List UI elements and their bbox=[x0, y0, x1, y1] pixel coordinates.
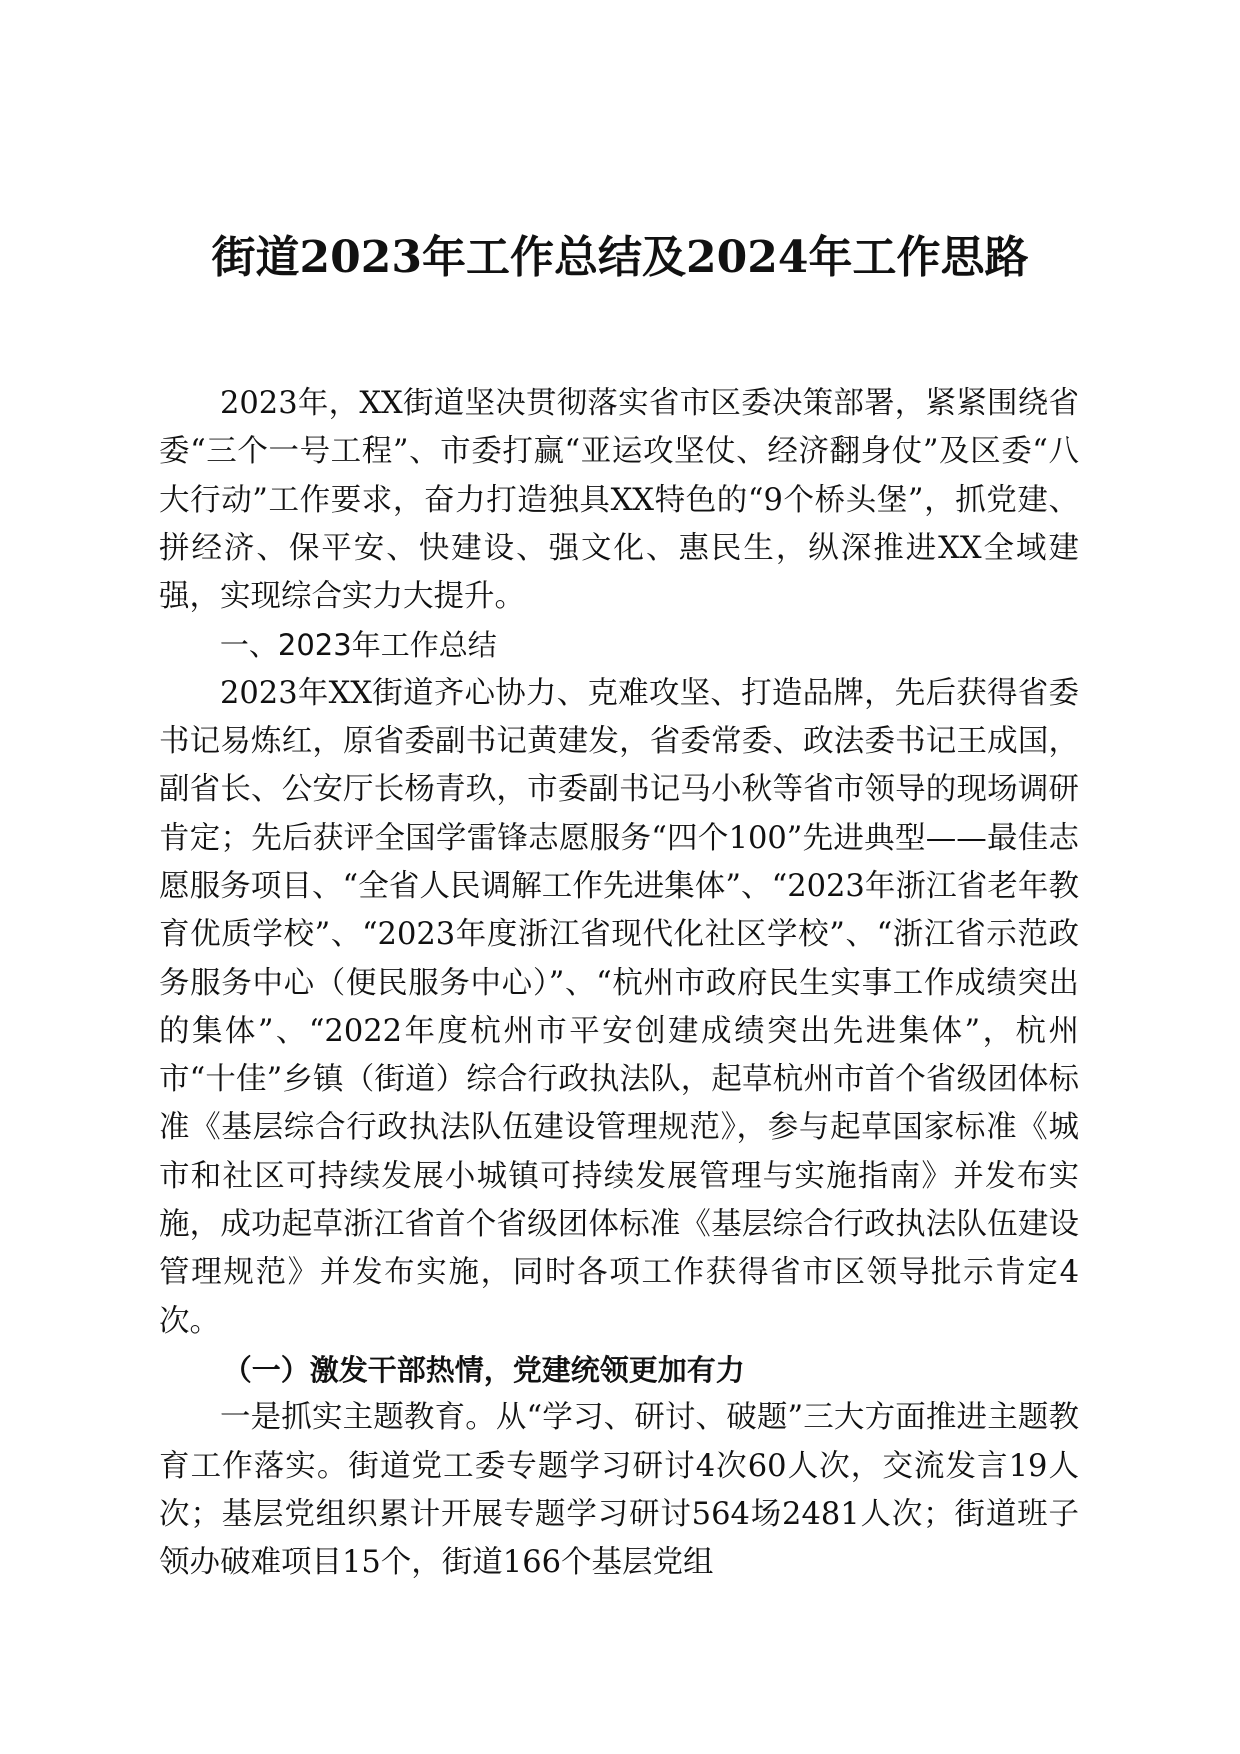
section-heading-summary: 一、2023年工作总结 bbox=[219, 628, 497, 663]
intro-paragraph: 2023年，XX街道坚决贯彻落实省市区委决策部署，紧紧围绕省委“三个一号工程”、市委打赢“亚运攻坚仗、经济翻身仗”及区委“八大行动”工作要求，奋力打造独具XX特色的“9个桥头堡”，抓党建、拼经济、保平安、快建设、强文化、惠民生，纵深推进XX全域建强，实现综合实力大提升。 bbox=[159, 386, 1079, 615]
party-building-paragraph: 一是抓实主题教育。从“学习、研讨、破题”三大方面推进主题教育工作落实。街道党工委专题学习研讨4次60人次，交流发言19人次；基层党组织累计开展专题学习研讨564场2481人次；街道班子领办破难项目15个，街道166个基层党组 bbox=[159, 1400, 1079, 1581]
document-title: 街道2023年工作总结及2024年工作思路 bbox=[211, 232, 1029, 283]
document-body bbox=[159, 380, 1079, 1587]
summary-paragraph: 2023年XX街道齐心协力、克难攻坚、打造品牌，先后获得省委书记易炼红，原省委副书记黄建发，省委常委、政法委书记王成国，副省长、公安厅长杨青玖，市委副书记马小秋等省市领导的现场调研肯定；先后获评全国学雷锋志愿服务“四个100”先进典型——最佳志愿服务项目、“全省人民调解工作先进集体”、“2023年浙江省老年教育优质学校”、“2023年度浙江省现代化社区学校”、“浙江省示范政务服务中心（便民服务中心）”、“杭州市政府民生实事工作成绩突出的集体”、“2022年度杭州市平安创建成绩突出先进集体”，杭州市“十佳”乡镇（街道）综合行政执法队，起草杭州市首个省级团体标准《基层综合行政执法队伍建设管理规范》，参与起草国家标准《城市和社区可持续发展小城镇可持续发展管理与实施指南》并发布实施，成功起草浙江省首个省级团体标准《基层综合行政执法队伍建设管理规范》并发布实施，同时各项工作获得省市区领导批示肯定4次。 bbox=[159, 675, 1079, 1339]
subsection-heading-party-building: （一）激发干部热情，党建统领更加有力 bbox=[222, 1352, 745, 1387]
